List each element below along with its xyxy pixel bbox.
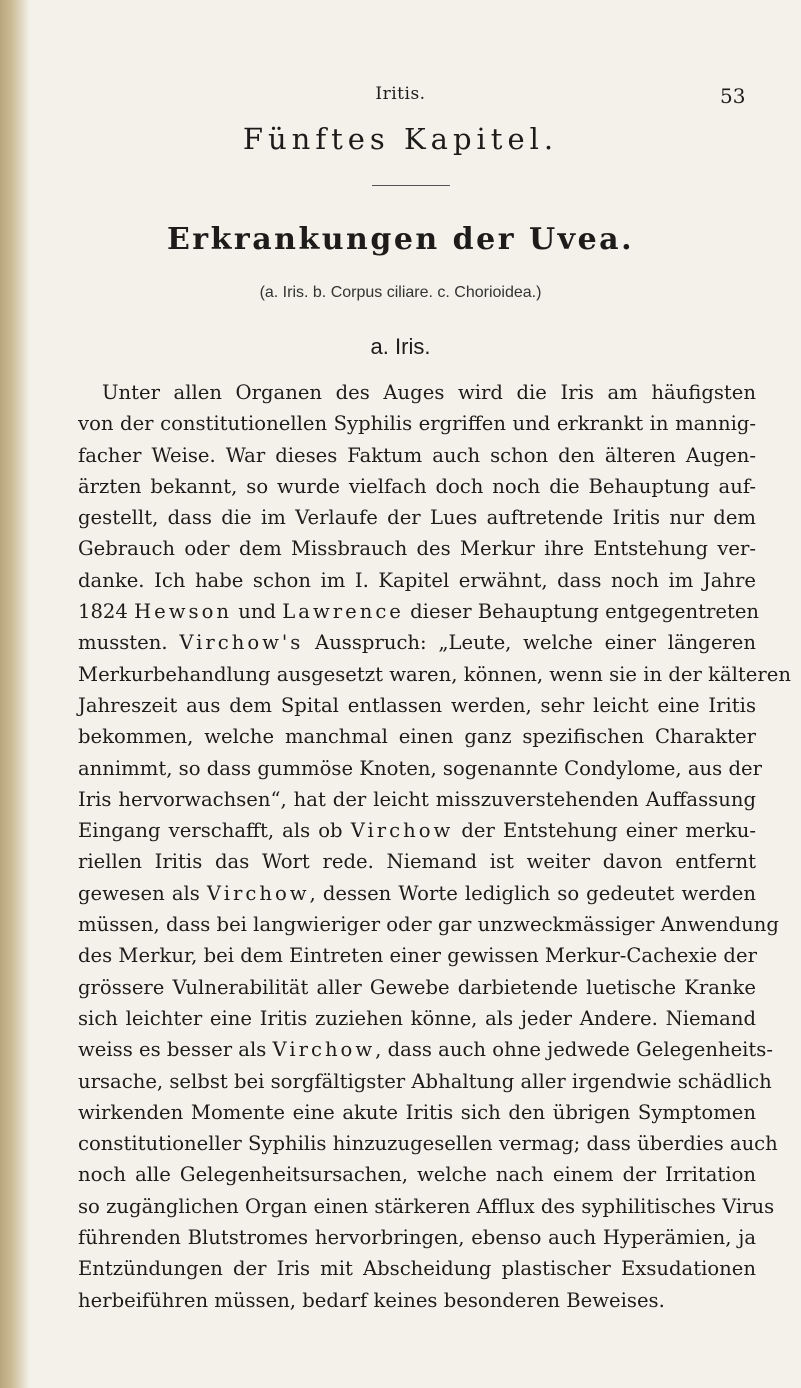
text-segment: wirkenden Momente eine akute Iritis sich den übrigen Symptomen [78, 1100, 756, 1124]
text-line [78, 1159, 756, 1190]
text-line [78, 596, 760, 627]
text-line [78, 1034, 773, 1065]
text-line [78, 533, 756, 564]
text-line [78, 690, 756, 721]
text-segment: sich leichter eine Iritis zuziehen könne, als jeder Andere. Niemand [78, 1006, 756, 1030]
spaced-name: Virchow [350, 819, 454, 843]
page-spine-shadow [0, 0, 30, 1388]
page-number: 53 [720, 84, 746, 108]
text-line [78, 1285, 756, 1316]
text-line [78, 846, 756, 877]
text-line [78, 940, 756, 971]
text-segment: annimmt, so dass gummöse Knoten, sogenannte Condylome, aus der [78, 756, 762, 780]
text-segment: und [232, 600, 283, 624]
text-segment: des Merkur, bei dem Eintreten einer gewissen Merkur-Cachexie der [78, 944, 757, 968]
text-segment: riellen Iritis das Wort rede. Niemand ist weiter davon entfernt [78, 850, 756, 874]
text-line [78, 1191, 775, 1222]
text-segment: der Entstehung einer merku- [453, 819, 756, 843]
text-segment: , dessen Worte lediglich so gedeutet werden [309, 881, 756, 905]
text-segment: Merkurbehandlung ausgesetzt waren, können, wenn sie in der kälteren [78, 662, 791, 686]
text-segment: Entzündungen der Iris mit Abscheidung plastischer Exsudationen [78, 1257, 756, 1281]
text-segment: grössere Vulnerabilität aller Gewebe darbietende luetische Kranke [78, 975, 756, 999]
text-segment: danke. Ich habe schon im I. Kapitel erwähnt, dass noch im Jahre [78, 568, 756, 592]
text-line [78, 627, 756, 658]
divider-rule [372, 185, 450, 186]
text-segment: 1824 [78, 600, 135, 624]
text-segment: Iris hervorwachsen“, hat der leicht misszuverstehenden Auffassung [78, 787, 756, 811]
running-title: Iritis. [375, 84, 426, 104]
text-line [78, 972, 756, 1003]
text-segment: Gebrauch oder dem Missbrauch des Merkur ihre Entstehung ver- [78, 537, 756, 561]
text-segment: Jahreszeit aus dem Spital entlassen werden, sehr leicht eine Iritis [78, 693, 756, 717]
text-line [78, 753, 762, 784]
text-segment: gewesen als [78, 881, 207, 905]
spaced-name: Virchow's [179, 631, 304, 655]
text-line [78, 440, 756, 471]
spaced-name: Hewson [134, 600, 233, 624]
text-line [78, 1253, 756, 1284]
text-segment: bekommen, welche manchmal einen ganz spezifischen Charakter [78, 725, 756, 749]
text-line [78, 1097, 756, 1128]
text-segment: herbeiführen müssen, bedarf keines besonderen Beweises. [78, 1288, 665, 1312]
spaced-name: Virchow [206, 881, 310, 905]
text-line [78, 721, 756, 752]
text-segment: noch alle Gelegenheitsursachen, welche nach einem der Irritation [78, 1163, 756, 1187]
text-segment: ursache, selbst bei sorgfältigster Abhaltung aller irgendwie schädlich [78, 1069, 772, 1093]
text-segment: mussten. [78, 631, 180, 655]
text-line [78, 909, 779, 940]
text-segment: weiss es besser als [78, 1038, 273, 1062]
text-line [78, 1222, 756, 1253]
text-line [78, 408, 756, 439]
section-subtitle: (a. Iris. b. Corpus ciliare. c. Chorioidea.) [259, 284, 542, 301]
text-segment: , dass auch ohne jedwede Gelegenheits- [375, 1038, 773, 1062]
text-segment: führenden Blutstromes hervorbringen, ebenso auch Hyperämien, ja [78, 1226, 756, 1250]
text-segment: von der constitutionellen Syphilis ergriffen und erkrankt in mannig- [78, 412, 756, 436]
text-segment: Eingang verschafft, als ob [78, 819, 351, 843]
text-segment: ärzten bekannt, so wurde vielfach doch noch die Behauptung auf- [78, 474, 756, 498]
text-segment: Unter allen Organen des Auges wird die Iris am häufigsten [102, 381, 756, 404]
text-line [78, 1128, 778, 1159]
text-segment: facher Weise. War dieses Faktum auch schon den älteren Augen- [78, 443, 756, 467]
text-segment: Ausspruch: „Leute, welche einer längeren [303, 631, 756, 655]
text-line [78, 377, 756, 408]
text-line [78, 471, 756, 502]
spaced-name: Lawrence [282, 600, 404, 624]
text-line [78, 878, 756, 909]
subsection-heading: a. Iris. [370, 334, 431, 359]
text-segment: constitutioneller Syphilis hinzuzugesellen vermag; dass überdies auch [78, 1132, 778, 1156]
text-line [78, 1003, 756, 1034]
text-line [78, 784, 756, 815]
section-title: Erkrankungen der Uvea. [166, 222, 635, 257]
chapter-heading: Fünftes Kapitel. [242, 122, 559, 156]
text-segment: so zugänglichen Organ einen stärkeren Afflux des syphilitisches Virus [78, 1194, 775, 1218]
text-line [78, 815, 756, 846]
text-segment: müssen, dass bei langwieriger oder gar unzweckmässiger Anwendung [78, 913, 779, 937]
text-line [78, 502, 756, 533]
text-segment: dieser Behauptung entgegentreten [403, 600, 760, 624]
text-segment: gestellt, dass die im Verlaufe der Lues auftretende Iritis nur dem [78, 506, 756, 530]
text-line [78, 659, 791, 690]
text-line [78, 1066, 772, 1097]
spaced-name: Virchow [272, 1038, 376, 1062]
text-line [78, 565, 756, 596]
body-text [78, 377, 791, 1316]
